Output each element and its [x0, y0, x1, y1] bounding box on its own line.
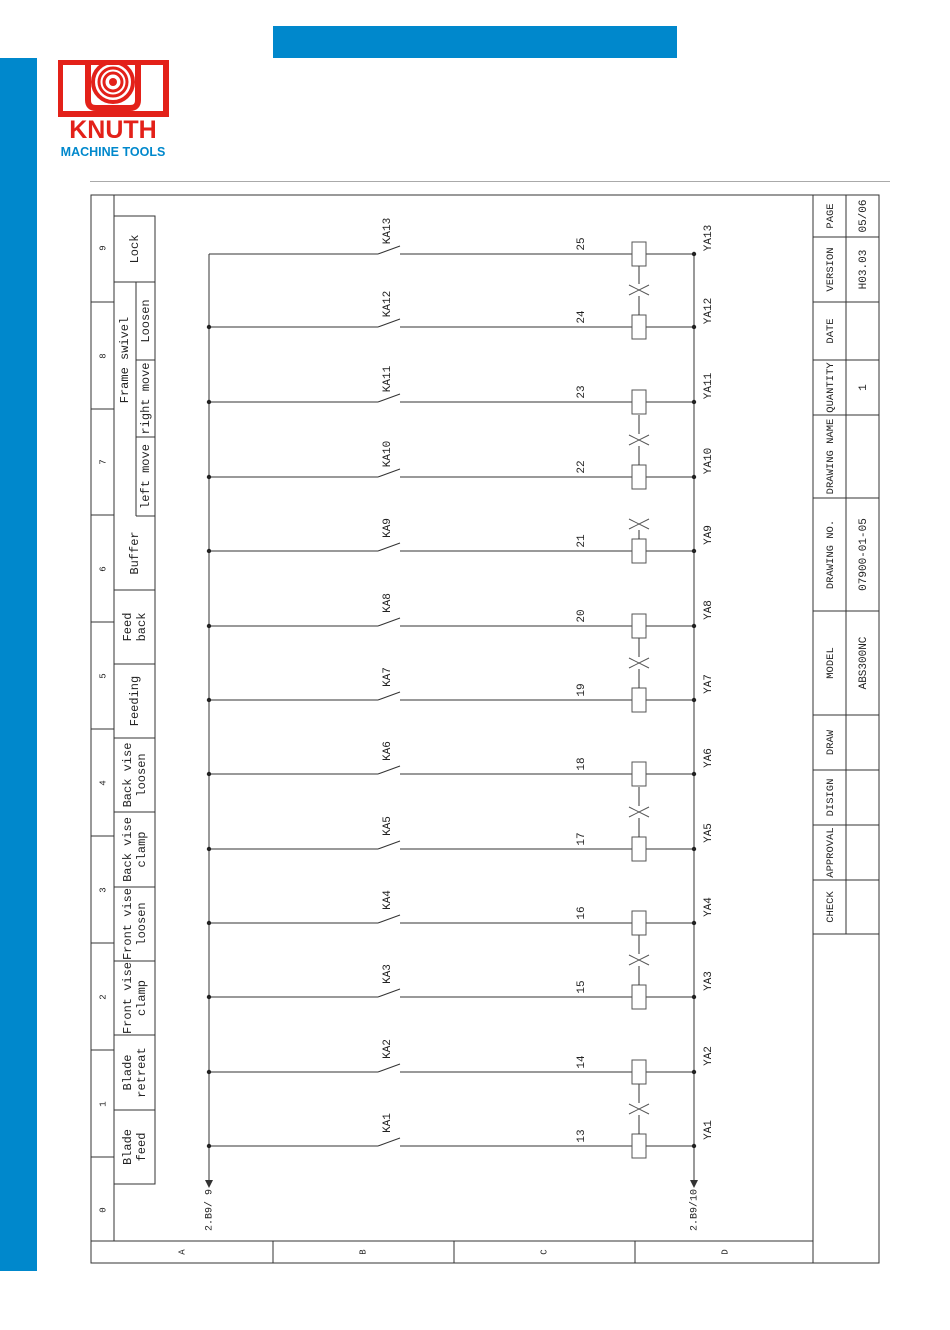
solenoid-coil — [632, 837, 646, 861]
title-block-header: APPROVAL — [824, 827, 837, 878]
junction-dot — [207, 847, 211, 851]
function-label: Blade — [121, 1128, 136, 1166]
junction-dot — [207, 772, 211, 776]
valve-label: YA7 — [702, 674, 715, 694]
junction-dot — [207, 698, 211, 702]
function-label: Back vise — [121, 742, 136, 808]
grid-row-letter: B — [358, 1249, 369, 1255]
function-label: feed — [135, 1132, 150, 1162]
relay-label: KA1 — [381, 1113, 394, 1133]
valve-label: YA13 — [702, 224, 715, 252]
left-rail-arrow — [205, 1180, 213, 1188]
function-label: clamp — [135, 831, 150, 868]
junction-dot — [692, 698, 696, 702]
function-label: right move — [139, 362, 154, 435]
junction-dot — [692, 325, 696, 329]
function-label: Loosen — [139, 299, 154, 343]
junction-dot — [692, 772, 696, 776]
function-label: Back vise — [121, 817, 136, 882]
right-rail-reference: 2.B9/10 — [689, 1188, 701, 1232]
title-block-header: DRAWING NO. — [824, 519, 837, 590]
junction-dot — [207, 921, 211, 925]
function-label: Feeding — [128, 675, 143, 727]
function-label: Feed — [121, 612, 136, 642]
relay-contact — [378, 469, 400, 477]
grid-column-number: 4 — [98, 780, 109, 786]
grid-column-number: 2 — [98, 994, 109, 1000]
relay-contact — [378, 989, 400, 997]
title-block-value: 05/06 — [857, 199, 870, 233]
coupling-symbol — [629, 435, 649, 445]
relay-label: KA11 — [381, 365, 394, 393]
wire-number: 18 — [575, 757, 588, 771]
grid-row-letter: C — [539, 1249, 550, 1255]
grid-column-number: 0 — [98, 1207, 109, 1213]
title-block-header: CHECK — [824, 891, 837, 923]
junction-dot — [207, 325, 211, 329]
solenoid-coil — [632, 985, 646, 1009]
wire-number: 23 — [575, 385, 588, 399]
coupling-symbol — [629, 519, 649, 529]
function-label: loosen — [135, 902, 150, 946]
junction-dot — [692, 475, 696, 479]
grid-row-letter: A — [177, 1249, 188, 1255]
wire-number: 25 — [575, 237, 588, 251]
solenoid-coil — [632, 1134, 646, 1158]
junction-dot — [207, 624, 211, 628]
title-block-header: DRAW — [824, 729, 837, 756]
wire-number: 16 — [575, 906, 588, 920]
solenoid-coil — [632, 1060, 646, 1084]
wire-number: 24 — [575, 310, 588, 324]
valve-label: YA8 — [702, 600, 715, 620]
logo-tagline: MACHINE TOOLS — [60, 145, 166, 159]
junction-dot — [692, 549, 696, 553]
title-block-value: ABS300NC — [857, 636, 870, 690]
solenoid-coil — [632, 614, 646, 638]
title-block-header: MODEL — [824, 647, 837, 679]
relay-label: KA13 — [381, 217, 394, 245]
solenoid-coil — [632, 911, 646, 935]
junction-dot — [207, 400, 211, 404]
grid-column-number: 3 — [98, 887, 109, 893]
function-label: Buffer — [128, 531, 143, 575]
junction-dot — [692, 1144, 696, 1148]
wire-number: 14 — [575, 1055, 588, 1069]
function-label: loosen — [135, 753, 150, 797]
valve-label: YA2 — [702, 1046, 715, 1066]
relay-contact — [378, 246, 400, 254]
left-rail-reference: 2.B9/ 9 — [204, 1188, 216, 1232]
title-block-value: H03.03 — [857, 249, 870, 290]
wire-number: 17 — [575, 832, 588, 846]
grid-column-number: 7 — [98, 459, 109, 465]
junction-dot — [692, 400, 696, 404]
relay-label: KA8 — [381, 593, 394, 613]
right-rail-arrow — [690, 1180, 698, 1188]
relay-label: KA6 — [381, 741, 394, 761]
relay-label: KA12 — [381, 290, 394, 318]
function-label: Front vise — [121, 887, 136, 961]
relay-contact — [378, 841, 400, 849]
relay-contact — [378, 394, 400, 402]
valve-label: YA3 — [702, 971, 715, 991]
title-block-header: PAGE — [824, 203, 837, 229]
coupling-symbol — [629, 1104, 649, 1114]
junction-dot — [207, 1070, 211, 1074]
title-block-header: DRAWING NAME — [824, 418, 837, 495]
title-block-header: QUANTITY — [824, 362, 837, 413]
relay-label: KA9 — [381, 518, 394, 538]
junction-dot — [692, 921, 696, 925]
solenoid-coil — [632, 688, 646, 712]
function-label: Lock — [128, 234, 143, 264]
valve-label: YA6 — [702, 748, 715, 768]
grid-column-number: 9 — [98, 245, 109, 251]
logo-wordmark: KNUTH — [69, 116, 157, 144]
valve-label: YA11 — [702, 372, 715, 400]
relay-contact — [378, 915, 400, 923]
junction-dot — [207, 1144, 211, 1148]
coupling-symbol — [629, 955, 649, 965]
title-block-header: DISIGN — [824, 778, 837, 817]
junction-dot — [692, 252, 696, 256]
junction-dot — [692, 847, 696, 851]
relay-contact — [378, 618, 400, 626]
title-block-header: VERSION — [824, 247, 837, 292]
wire-number: 15 — [575, 980, 588, 994]
function-label: Blade — [121, 1054, 136, 1091]
relay-label: KA3 — [381, 964, 394, 984]
valve-label: YA4 — [702, 897, 715, 917]
relay-contact — [378, 1138, 400, 1146]
function-label: back — [135, 612, 150, 642]
solenoid-coil — [632, 242, 646, 266]
relay-label: KA5 — [381, 816, 394, 836]
junction-dot — [207, 475, 211, 479]
solenoid-coil — [632, 390, 646, 414]
relay-contact — [378, 543, 400, 551]
frame-swivel-label: Frame swivel — [118, 316, 133, 404]
coupling-symbol — [629, 807, 649, 817]
relay-label: KA10 — [381, 440, 394, 468]
valve-label: YA10 — [702, 447, 715, 475]
grid-column-number: 6 — [98, 566, 109, 572]
junction-dot — [207, 549, 211, 553]
solenoid-coil — [632, 762, 646, 786]
grid-column-number: 1 — [98, 1101, 109, 1107]
wire-number: 20 — [575, 609, 588, 623]
function-label: left move — [139, 444, 154, 509]
relay-contact — [378, 1064, 400, 1072]
valve-label: YA12 — [702, 297, 715, 325]
coupling-symbol — [629, 658, 649, 668]
junction-dot — [692, 995, 696, 999]
relay-label: KA2 — [381, 1039, 394, 1059]
solenoid-coil — [632, 539, 646, 563]
solenoid-coil — [632, 465, 646, 489]
grid-column-number: 8 — [98, 353, 109, 359]
wire-number: 21 — [575, 534, 588, 548]
relay-contact — [378, 319, 400, 327]
title-block-value: 07900-01-05 — [857, 518, 870, 591]
title-block-header: DATE — [824, 318, 837, 344]
function-label: retreat — [135, 1047, 150, 1098]
relay-contact — [378, 766, 400, 774]
wire-number: 19 — [575, 683, 588, 697]
junction-dot — [692, 624, 696, 628]
solenoid-coil — [632, 315, 646, 339]
valve-label: YA1 — [702, 1120, 715, 1140]
relay-contact — [378, 692, 400, 700]
valve-label: YA9 — [702, 525, 715, 545]
junction-dot — [207, 995, 211, 999]
function-label: clamp — [135, 979, 150, 1017]
relay-label: KA7 — [381, 667, 394, 687]
grid-row-letter: D — [720, 1249, 731, 1255]
title-block-value: 1 — [857, 384, 870, 391]
relay-label: KA4 — [381, 890, 394, 910]
junction-dot — [692, 1070, 696, 1074]
wire-number: 13 — [575, 1129, 588, 1143]
wire-number: 22 — [575, 460, 588, 474]
coupling-symbol — [629, 285, 649, 295]
valve-label: YA5 — [702, 823, 715, 843]
grid-column-number: 5 — [98, 673, 109, 679]
function-label: Front vise — [121, 961, 136, 1035]
